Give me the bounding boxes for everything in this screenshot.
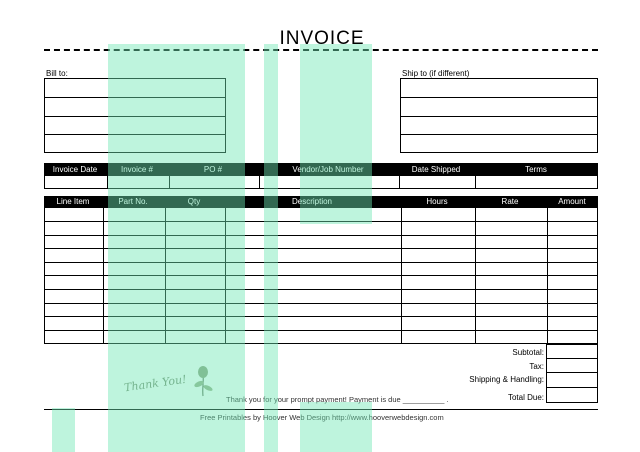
header-hours: Hours [426,197,448,206]
highlight-band [52,408,75,452]
tax-label: Tax: [529,362,544,371]
line-items-table[interactable] [44,207,598,344]
header-rate: Rate [501,197,519,206]
ship-to-box[interactable] [400,78,598,153]
total-due-label: Total Due: [507,393,544,402]
info-entry-row[interactable] [44,175,598,189]
bill-to-box[interactable] [44,78,226,153]
header-invoice-number: Invoice # [120,165,154,174]
invoice-title: INVOICE [279,28,365,49]
title-divider [44,49,598,51]
totals-box[interactable] [546,344,598,403]
payment-message: Thank you for your prompt payment! Payment is due __________ . [226,395,449,404]
shipping-handling-label: Shipping & Handling: [469,375,544,384]
ship-to-label: Ship to (if different) [402,69,470,78]
flower-icon [190,364,216,403]
subtotal-label: Subtotal: [512,348,544,357]
header-terms: Terms [525,165,547,174]
bill-to-label: Bill to: [46,69,68,78]
header-part-no: Part No. [118,197,148,206]
header-description: Description [291,197,332,206]
header-qty: Qty [187,197,201,206]
header-po-number: PO # [203,165,223,174]
header-vendor-job-number: Vendor/Job Number [292,165,364,174]
header-line-item: Line Item [56,197,90,206]
header-invoice-date: Invoice Date [52,165,98,174]
footer-divider [44,409,598,410]
header-date-shipped: Date Shipped [411,165,461,174]
footer-credit: Free Printables by Hoover Web Design http://www.hooverwebdesign.com [200,413,444,422]
thank-you-script: Thank You! [123,372,188,395]
header-amount: Amount [558,197,586,206]
